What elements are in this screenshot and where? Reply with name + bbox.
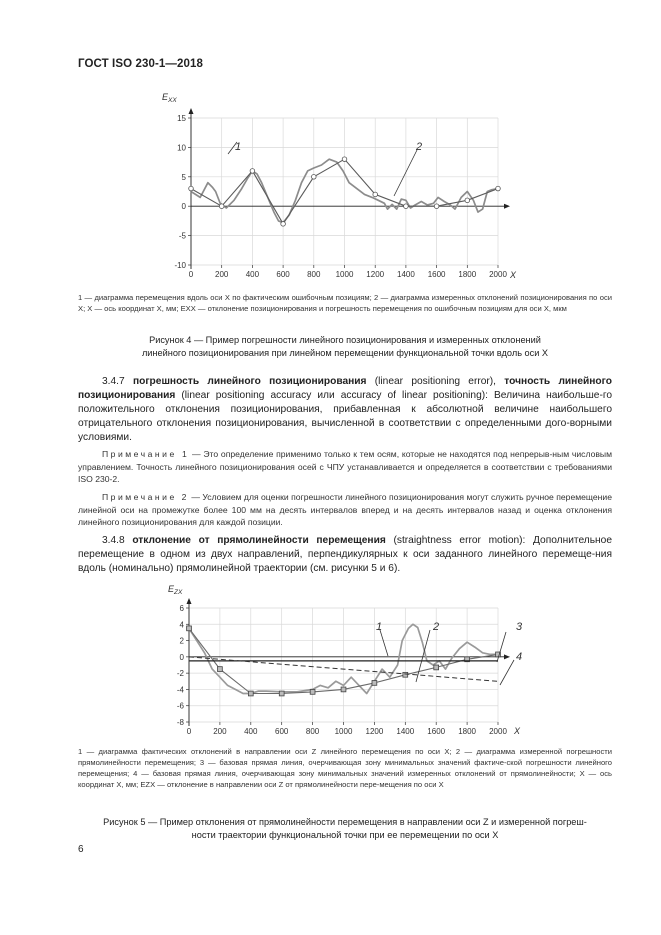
x-tick-label: 600 (275, 727, 289, 736)
series-2-point (373, 192, 378, 197)
x-tick-label: 400 (245, 270, 260, 279)
figure-5-callout-3: 3 (516, 621, 523, 633)
x-axis-arrow (504, 204, 510, 209)
series-2-point (219, 204, 224, 209)
series-2-point (279, 691, 284, 696)
series-2-point (281, 222, 286, 227)
section-3-4-7: 3.4.7 погрешность линейного позиционирования (linear positioning error), точность линейного позиционирования (linear positioning accuracy или accuracy of linear positioning): Величина наибольше-го положительного отклонения позиционирования, прибавленная к абсолютной величине наибольшего отрицательного отклонения позиционирования, вычисленной в соответствии с определенными дого-ворными условиями. (78, 376, 613, 443)
figure-5-ticks (177, 604, 508, 736)
figure-5-grid (189, 608, 498, 722)
series-2-point (248, 691, 253, 696)
figure-5-chart (140, 578, 550, 743)
figure-5-axes (187, 598, 511, 726)
x-tick-label: 800 (307, 270, 321, 279)
figure-4-legend: 1 — диаграмма перемещения вдоль оси X по фактическим ошибочным позициям; 2 — диаграмма измеренных отклонений позиционирования по оси X; X — ось координат X, мм; EXX — отклонение позиционирования и погрешность перемещения по ошибочным позициям для оси X, мкм (78, 293, 612, 313)
x-tick-label: 800 (305, 727, 320, 736)
figure-5-x-label: X (514, 726, 521, 736)
x-tick-label: 1600 (427, 270, 446, 279)
figure-4-chart (140, 82, 530, 287)
series-2-point (434, 665, 439, 670)
y-axis-arrow (189, 108, 194, 114)
x-axis-arrow (504, 654, 510, 659)
x-tick-label: 200 (215, 270, 229, 279)
document-header: ГОСТ ISO 230-1—2018 (78, 58, 203, 70)
x-tick-label: 1000 (334, 727, 353, 736)
y-tick-label: -2 (176, 669, 184, 679)
figure-4-caption: Рисунок 4 — Пример погрешности линейного позиционирования и измеренных отклонений линейного позиционирования при линейном перемещении функциональной точки вдоль оси X (141, 335, 549, 358)
note-2: Примечание 2 — Условием для оценки погрешности линейного позиционирования могут служить ручное перемещение линейной оси на промежутке более 100 мм на десять интервалов вперед и на десять интервалов назад и оценка отклонения линейного позиционирования для каждой позиции. (78, 492, 612, 527)
x-tick-label: 1200 (365, 727, 384, 736)
x-tick-label: 1000 (335, 270, 354, 279)
figure-4-y-label: $E_{XX}$ (162, 92, 177, 104)
y-tick-label: 0 (181, 202, 186, 212)
y-tick-label: 15 (177, 114, 186, 123)
y-tick-label: -6 (176, 701, 184, 711)
figure-5-callout-4-leader (500, 660, 514, 685)
figure-4-callout-2-leader (394, 150, 417, 196)
y-axis-arrow (187, 598, 192, 604)
series-2-point (496, 186, 501, 191)
figure-4-x-label: X (510, 270, 517, 280)
section-3-4-8: 3.4.8 отклонение от прямолинейности перемещения (straightness error motion): Дополнительное перемещение в одном из двух направлений, перпендикулярных к оси заданного линейного перемеще-ния вдоль (номинально) прямолинейной траектории (см. рисунки 5 и 6). (78, 535, 612, 574)
x-tick-label: 1800 (458, 727, 476, 736)
y-tick-label: 0 (179, 652, 184, 662)
series-2-point (372, 681, 377, 686)
y-tick-label: 10 (177, 143, 186, 153)
series-2-point (310, 689, 315, 694)
series-2-point (342, 157, 347, 162)
series-2-point (250, 169, 255, 174)
figure-5-callout-1: 1 (376, 621, 383, 633)
figure-5-callout-2: 2 (433, 621, 440, 633)
x-tick-label: 200 (213, 727, 227, 736)
x-tick-label: 0 (186, 727, 192, 736)
x-tick-label: 2000 (489, 727, 507, 736)
figure-5-callout-4: 4 (516, 651, 523, 663)
y-tick-label: 5 (181, 172, 186, 182)
y-tick-label: -4 (176, 685, 184, 695)
y-tick-label: 6 (179, 604, 184, 613)
figure-5-y-label: $E_{ZX}$ (168, 584, 183, 596)
figure-5-callout-1-leader (380, 630, 388, 656)
figure-5-callout-2-leader (416, 630, 430, 682)
y-tick-label: -10 (174, 261, 186, 270)
x-tick-label: 0 (188, 270, 194, 279)
y-tick-label: 4 (179, 620, 184, 630)
x-tick-label: 2000 (489, 270, 507, 279)
page-number: 6 (78, 844, 84, 855)
y-tick-label: 2 (179, 636, 184, 646)
figure-4-callout-2: 2 (416, 141, 423, 153)
series-2-point (434, 204, 439, 209)
x-tick-label: 1600 (427, 727, 446, 736)
series-2-point (218, 667, 223, 672)
series-2-point (312, 175, 317, 180)
x-tick-label: 600 (276, 270, 290, 279)
x-tick-label: 1800 (458, 270, 477, 279)
x-tick-label: 1400 (397, 270, 415, 279)
y-tick-label: -8 (176, 718, 184, 727)
figure-5-caption: Рисунок 5 — Пример отклонения от прямолинейности перемещения в направлении оси Z и измеренной погреш- ности траектории функциональной точки при ее перемещении по оси X (103, 817, 587, 840)
figure-4-ticks (174, 114, 507, 279)
series-2-point (403, 672, 408, 677)
y-tick-label: -5 (178, 231, 186, 241)
series-2-point (404, 204, 409, 209)
figure-4-callout-1: 1 (235, 141, 242, 153)
x-tick-label: 400 (244, 727, 258, 736)
note-1: Примечание 1 — Это определение применимо только к тем осям, которые не находятся под непрерыв-ным числовым управлением. Точность линейного позиционирования осей с ЧПУ устанавливается и определяется в соответствии с требованиями ISO 230-2. (78, 449, 612, 484)
x-tick-label: 1400 (396, 727, 415, 736)
series-2-point (187, 626, 192, 631)
series-2-point (341, 687, 346, 692)
series-2-point (189, 186, 194, 191)
figure-5-legend: 1 — диаграмма фактических отклонений в направлении оси Z линейного перемещения по оси X; 2 — диаграмма измеренной погрешности прямолинейности перемещения; 3 — базовая прямая линия, очерчивающая зону минимальных значений фактиче-ской погрешности линейного перемещения; 4 — базовая прямая линия, очерчивающая зону минимальных значений измеренных отклонений от прямолинейности; X — ось координат X, мм; EZX — отклонение в направлении оси Z от прямолинейности пере-мещения по оси X (78, 747, 612, 789)
series-2-point (465, 198, 470, 203)
x-tick-label: 1200 (366, 270, 385, 279)
